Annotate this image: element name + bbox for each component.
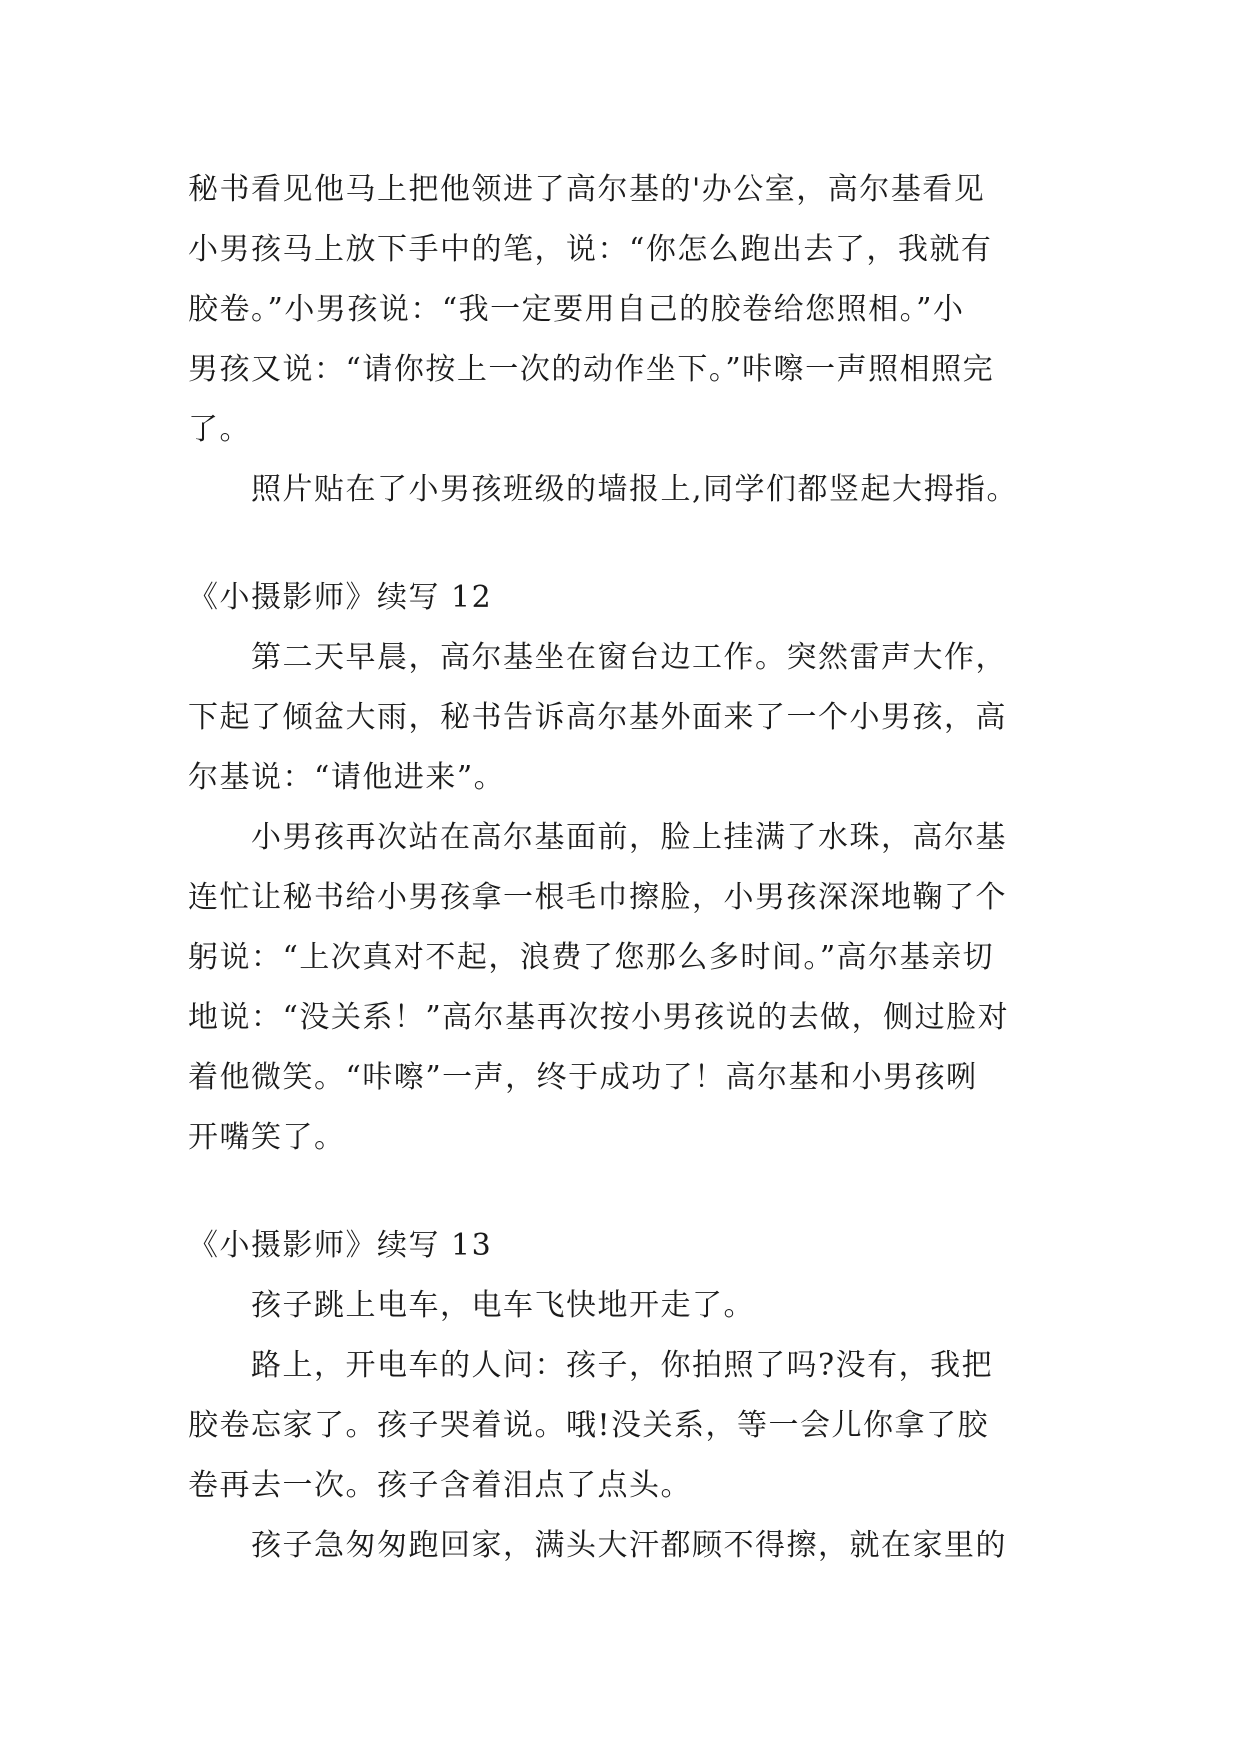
paragraph-line: 躬说：“上次真对不起，浪费了您那么多时间。”高尔基亲切 (188, 940, 995, 975)
paragraph-line: 连忙让秘书给小男孩拿一根毛巾擦脸，小男孩深深地鞠了个 (188, 880, 1007, 915)
paragraph-line: 下起了倾盆大雨，秘书告诉高尔基外面来了一个小男孩，高 (188, 700, 1007, 735)
paragraph-line: 胶卷。”小男孩说：“我一定要用自己的胶卷给您照相。”小 (188, 292, 965, 327)
paragraph-line: 地说：“没关系！”高尔基再次按小男孩说的去做，侧过脸对 (188, 1000, 1010, 1035)
paragraph-line: 第二天早晨，高尔基坐在窗台边工作。突然雷声大作， (251, 640, 1007, 675)
paragraph-line: 卷再去一次。孩子含着泪点了点头。 (188, 1468, 692, 1503)
section-sequel-13 (188, 1216, 1058, 1576)
paragraph-line: 孩子急匆匆跑回家，满头大汗都顾不得擦，就在家里的 (251, 1528, 1007, 1563)
paragraph-line: 照片贴在了小男孩班级的墙报上,同学们都竖起大拇指。 (251, 472, 1019, 507)
paragraph-line: 男孩又说：“请你按上一次的动作坐下。”咔嚓一声照相照完 (188, 352, 995, 387)
paragraph-line: 了。 (188, 412, 251, 447)
paragraph-line: 开嘴笑了。 (188, 1120, 346, 1155)
paragraph-line: 秘书看见他马上把他领进了高尔基的'办公室，高尔基看见 (188, 172, 986, 207)
section-heading: 《小摄影师》续写 13 (188, 1228, 493, 1263)
paragraph-line: 孩子跳上电车，电车飞快地开走了。 (251, 1288, 755, 1323)
section-heading: 《小摄影师》续写 12 (188, 580, 493, 615)
paragraph-line: 小男孩马上放下手中的笔，说：“你怎么跑出去了，我就有 (188, 232, 993, 267)
paragraph-line: 胶卷忘家了。孩子哭着说。哦!没关系，等一会儿你拿了胶 (188, 1408, 990, 1443)
paragraph-line: 着他微笑。“咔嚓”一声，终于成功了！高尔基和小男孩咧 (188, 1060, 978, 1095)
paragraph-line: 尔基说：“请他进来”。 (188, 760, 506, 795)
paragraph-line: 路上，开电车的人问：孩子，你拍照了吗?没有，我把 (251, 1348, 994, 1383)
document-page (188, 160, 1058, 1576)
section-sequel-12 (188, 568, 1058, 1168)
section-continuation (188, 160, 1058, 520)
paragraph-line: 小男孩再次站在高尔基面前，脸上挂满了水珠，高尔基 (251, 820, 1007, 855)
